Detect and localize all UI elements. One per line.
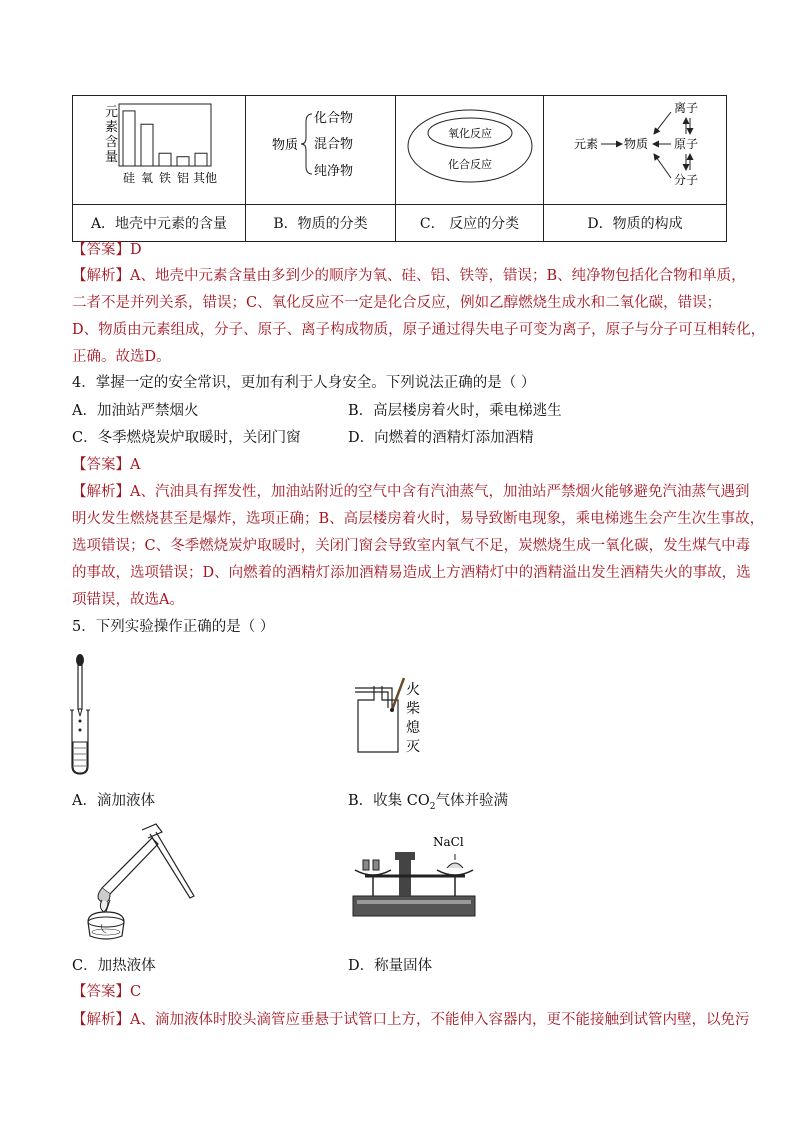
q3-figure-d-composition — [544, 96, 727, 200]
fig-d-element: 元素 — [574, 137, 599, 151]
q4-option-c: C．冬季燃烧炭炉取暖时，关闭门窗 — [72, 430, 301, 446]
q3-figure-a-cell — [73, 96, 246, 205]
fig-a-ylabel-char: 量 — [105, 150, 119, 165]
fig-a-ylabel-char: 含 — [105, 135, 119, 150]
fig-a-bar-label: 硅 — [122, 171, 136, 185]
q5-option-c: C．加热液体 — [72, 958, 156, 974]
q3-analysis-line: 二者不是并列关系，错误；C、氧化反应不一定是化合反应，例如乙醇燃烧生成水和二氧化碳，错误； — [72, 295, 722, 311]
q5-answer: 【答案】C — [72, 984, 142, 1000]
q3-figure-c-venn — [396, 96, 544, 200]
fig-a-frame — [119, 104, 211, 166]
fig-c-outer-label: 化合反应 — [448, 158, 492, 171]
fig-a-bar-label: 铝 — [176, 171, 190, 185]
fig-d-arrow — [654, 154, 671, 178]
fig-a-bar — [195, 153, 207, 166]
q5-figure-b-gas-bottle — [350, 670, 460, 770]
q3-answer: 【答案】D — [72, 242, 142, 258]
fig-c-outer-ellipse — [408, 110, 532, 182]
q5-option-d: D．称量固体 — [348, 958, 433, 974]
fig-b-label-char: 柴 — [406, 701, 420, 717]
q3-analysis-line: 【解析】A、地壳中元素含量由多到少的顺序为氧、硅、铝、铁等，错误；B、纯净物包括化合物和单质， — [72, 268, 746, 284]
q3-figure-b-classification — [246, 96, 396, 200]
q5-figure-a-dropper — [60, 650, 100, 780]
fig-b-item: 化合物 — [314, 111, 354, 126]
q4-analysis-line: 项错误，故选A。 — [72, 592, 184, 608]
fig-a-bar-label: 铁 — [158, 171, 172, 185]
fig-a-bar — [123, 111, 135, 166]
q4-analysis-line: 的事故，选项错误；D、向燃着的酒精灯添加酒精易造成上方酒精灯中的酒精溢出发生酒精失火的事故，选 — [72, 565, 751, 581]
q3-figure-b-cell — [246, 96, 396, 205]
q3-figure-d-cell — [544, 96, 727, 205]
fig-b-item: 纯净物 — [314, 164, 354, 179]
q3-caption-a: A．地壳中元素的含量 — [73, 205, 246, 242]
fig-c-inner-label: 氧化反应 — [448, 127, 492, 140]
fig-a-ylabel-char: 元 — [105, 105, 119, 120]
fig-b-label-char: 火 — [406, 682, 420, 698]
fig-d-substance: 物质 — [624, 137, 649, 151]
fig-d-molecule: 分子 — [674, 173, 699, 187]
q5-figure-d-balance — [345, 830, 485, 930]
q3-caption-c: C． 反应的分类 — [396, 205, 544, 242]
q3-caption-d: D．物质的构成 — [544, 205, 727, 242]
q3-figure-c-cell — [396, 96, 544, 205]
q4-analysis-line: 选项错误；C、冬季燃烧炭炉取暖时，关闭门窗会导致室内氧气不足，炭燃烧生成一氧化碳，发生煤气中毒 — [72, 538, 751, 554]
fig-a-bar — [141, 124, 153, 166]
fig-d-ion: 离子 — [674, 101, 699, 115]
q4-answer: 【答案】A — [72, 457, 141, 473]
fig-b-brace — [301, 114, 312, 174]
q4-analysis-line: 明火发生燃烧甚至是爆炸，选项正确；B、高层楼房着火时，易导致断电现象，乘电梯逃生会产生次生事故， — [72, 511, 765, 527]
q4-option-b: B．高层楼房着火时，乘电梯逃生 — [348, 403, 562, 419]
q4-option-d: D．向燃着的酒精灯添加酒精 — [348, 430, 534, 446]
fig-b-label-char: 灭 — [406, 739, 420, 755]
q5-figure-c-heating — [72, 820, 202, 945]
q5-option-a: A．滴加液体 — [72, 793, 155, 809]
fig-a-ylabel-char: 素 — [105, 120, 119, 135]
q3-options-table — [72, 95, 727, 242]
q4-analysis-line: 【解析】A、汽油具有挥发性，加油站附近的空气中含有汽油蒸气，加油站严禁烟火能够避免汽油蒸气遇到 — [72, 484, 750, 500]
fig-d-atom: 原子 — [674, 137, 699, 151]
q5-option-b: B．收集 $CO_2$气体并验满 — [348, 793, 508, 812]
fig-b-label-char: 熄 — [406, 720, 420, 736]
q5-analysis-line: 【解析】A、滴加液体时胶头滴管应垂悬于试管口上方，不能伸入容器内，更不能接触到试管内壁，以免污 — [72, 1012, 750, 1028]
q5-stem: 5．下列实验操作正确的是（ ） — [72, 619, 275, 635]
fig-a-bar-label: 氧 — [140, 171, 154, 185]
q3-figure-a-bar-chart — [73, 96, 245, 200]
fig-a-bar-label: 其他 — [192, 171, 218, 185]
fig-b-root: 物质 — [272, 138, 299, 153]
q3-analysis-line: D、物质由元素组成，分子、原子、离子构成物质，原子通过得失电子可变为离子，原子与分子可互相转化， — [72, 322, 766, 338]
fig-b-item: 混合物 — [314, 137, 354, 152]
q3-caption-b: B．物质的分类 — [246, 205, 396, 242]
q3-analysis-line: 正确。故选D。 — [72, 349, 171, 365]
fig-d-nacl-label: NaCl — [433, 835, 464, 849]
q4-option-a: A．加油站严禁烟火 — [72, 403, 199, 419]
fig-a-bar — [159, 153, 171, 166]
fig-d-arrow — [654, 112, 671, 134]
fig-a-bar — [177, 157, 189, 166]
q4-stem: 4．掌握一定的安全常识，更加有利于人身安全。下列说法正确的是（ ） — [72, 375, 536, 391]
